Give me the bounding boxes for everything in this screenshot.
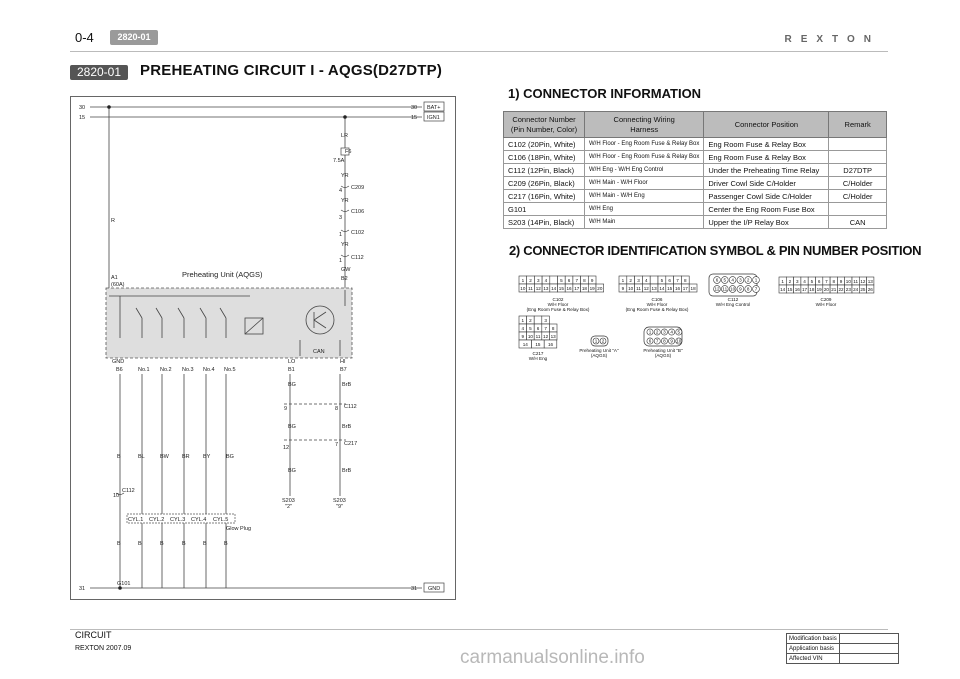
footer-divider: [70, 629, 888, 630]
basis-value: [839, 654, 898, 664]
pin-number: 13: [543, 286, 549, 291]
pin-number: 10: [845, 279, 851, 284]
pin-number: 25: [860, 287, 866, 292]
pin-number: 15: [535, 342, 541, 347]
table-cell: W/H Eng - W/H Eng Control: [585, 164, 704, 177]
wire-br: BR: [182, 454, 190, 460]
pin-number: 14: [780, 287, 786, 292]
pin-number: 2: [655, 329, 659, 335]
basis-row: [787, 634, 899, 644]
rail-31-left: 31: [79, 586, 86, 592]
c217-label: C217: [344, 441, 358, 447]
pin-number: 5: [810, 279, 814, 284]
pin-number: 14: [659, 286, 665, 291]
cyl-4: CYL.4: [191, 517, 207, 523]
page-number: 0-4: [75, 30, 94, 45]
table-cell: C217 (16Pin, White): [504, 190, 585, 203]
pin-number: 18: [809, 287, 815, 292]
pin-number: 5: [723, 277, 727, 283]
footer-category: CIRCUIT: [75, 630, 112, 640]
wire-b: B: [117, 454, 121, 460]
pin-number: 9: [670, 338, 673, 344]
pin-number: 26: [867, 287, 873, 292]
cyl-1: CYL.1: [128, 517, 144, 523]
pin-no3: No.3: [182, 367, 194, 373]
c106-position: (Eng Room Fuse & Relay Box): [625, 307, 689, 312]
pin-number: 16: [547, 342, 554, 347]
cyl-5: CYL.5: [213, 517, 229, 523]
pin-section-title: 2) CONNECTOR IDENTIFICATION SYMBOL & PIN NUMBER POSITION: [509, 243, 922, 258]
pin-number: 18: [581, 286, 588, 291]
pin-number: 8: [684, 278, 687, 283]
wire-yr-3: YR: [341, 242, 349, 248]
pin-number: 17: [801, 287, 808, 292]
c217-pin-l: 12: [283, 445, 290, 451]
pin-number: 11: [722, 286, 728, 292]
c112-harness: W/H Eng Control: [715, 302, 751, 307]
pin-number: 2: [629, 278, 632, 283]
s203-b: S203: [333, 498, 346, 504]
col-connector-number: Connector Number (Pin Number, Color): [504, 112, 585, 138]
pin-number: 12: [543, 334, 549, 339]
pin-number: 1: [648, 329, 652, 335]
rail-15-left: 15: [79, 115, 86, 121]
pin-number: 17: [682, 286, 688, 291]
table-cell: G101: [504, 203, 585, 216]
pin-number: 21: [831, 287, 837, 292]
pin-no2: No.2: [160, 367, 172, 373]
wire-yr-2: YR: [341, 198, 349, 204]
pin-number: 3: [544, 318, 547, 323]
c112-low-pin: 10: [113, 493, 120, 499]
wire-bg-1: BG: [288, 382, 296, 388]
wire-bg-glow5: BG: [226, 454, 234, 460]
table-cell: Upper the I/P Relay Box: [704, 216, 829, 229]
pin-number: 16: [566, 286, 572, 291]
pin-cell: [534, 316, 542, 324]
unit-a-label: Preheating Unit "A": [579, 348, 619, 353]
c112-top-label: C112: [351, 255, 364, 261]
pin-number: 13: [651, 286, 657, 291]
basis-row: [787, 644, 899, 654]
unit-b-sub: (AQGS): [654, 353, 672, 358]
c102-harness: W/H Floor: [547, 302, 569, 307]
glow-plug-label: Glow Plug: [226, 526, 252, 532]
pin-number: 9: [839, 279, 843, 284]
table-cell: Center the Eng Room Fuse Box: [704, 203, 829, 216]
pin-a1-amp: (60A): [111, 282, 125, 288]
pin-number: 12: [535, 286, 541, 291]
pin-number: 2: [788, 279, 792, 284]
wire-gw: GW: [341, 267, 351, 273]
pin-number: 5: [529, 326, 532, 331]
table-cell: D27DTP: [829, 164, 887, 177]
pin-b7: B7: [340, 367, 347, 373]
c209-pin-label: C209: [820, 297, 832, 302]
gnd-wire-b-1: B: [117, 541, 121, 547]
pin-number: 2: [529, 278, 532, 283]
wire-brb-2: BrB: [342, 424, 352, 430]
table-cell: C106 (18Pin, White): [504, 151, 585, 164]
pin-number: 15: [667, 286, 673, 291]
pin-b6: B6: [116, 367, 123, 373]
pin-number: 4: [521, 326, 525, 331]
table-cell: Passenger Cowl Side C/Holder: [704, 190, 829, 203]
pin-number: 10: [730, 286, 736, 292]
table-cell: W/H Main - W/H Eng: [585, 190, 704, 203]
pin-number: 14: [551, 286, 557, 291]
pin-number: 9: [621, 286, 625, 291]
pin-number: 23: [845, 287, 851, 292]
fuse-rating: 7.5A: [333, 158, 345, 164]
c217-pin-r: 7: [335, 442, 339, 448]
table-cell: W/H Floor - Eng Room Fuse & Relay Box: [585, 138, 704, 151]
wire-lr: LR: [341, 133, 349, 139]
table-cell: Eng Room Fuse & Relay Box: [704, 138, 829, 151]
pin-number: 9: [739, 286, 742, 292]
pin-number: 7: [575, 278, 579, 283]
c112-low-label: C112: [122, 488, 135, 494]
c106-harness: W/H Floor: [646, 302, 668, 307]
pin-number: 10: [520, 286, 526, 291]
s203-a-pin: "2": [285, 504, 292, 510]
pin-number: 6: [567, 278, 571, 283]
pin-number: 6: [536, 326, 540, 331]
pin-number: 3: [795, 279, 799, 284]
pin-number: 19: [816, 287, 822, 292]
section-code-badge: 2820-01: [70, 65, 128, 80]
pin-number: 12: [643, 286, 649, 291]
pin-number: 11: [528, 286, 533, 291]
pin-number: 7: [825, 279, 828, 284]
brand-logo: REXTON: [784, 34, 880, 45]
c102-position: (Eng Room Fuse & Relay Box): [526, 307, 590, 312]
c112-mid-pin-r: 8: [335, 406, 339, 412]
pin-number: 7: [676, 278, 679, 283]
pin-number: 11: [853, 279, 859, 284]
unit-title: Preheating Unit (AQGS): [182, 270, 263, 279]
col-position: Connector Position: [704, 112, 829, 138]
c112-mid-pin-l: 9: [284, 406, 288, 412]
table-cell: Driver Cowl Side C/Holder: [704, 177, 829, 190]
c112-mid-label: C112: [344, 404, 357, 410]
pin-number: 14: [522, 342, 528, 347]
wire-bg-3: BG: [288, 468, 296, 474]
pin-number: 6: [648, 338, 652, 344]
pin-number: 13: [867, 279, 873, 284]
c106-pin: 3: [339, 215, 343, 221]
rail-31-right: 31: [411, 586, 418, 592]
pin-number: 9: [590, 278, 594, 283]
c102-pin: 1: [339, 232, 343, 238]
pin-number: 1: [621, 278, 625, 283]
pin-number: 4: [803, 279, 806, 284]
s203-a: S203: [282, 498, 295, 504]
pin-number: 18: [690, 286, 696, 291]
rail-30-left: 30: [79, 105, 86, 111]
wire-bw: BW: [160, 454, 169, 460]
pin-number: 8: [832, 279, 836, 284]
pin-no4: No.4: [203, 367, 215, 373]
pin-number: 12: [860, 279, 866, 284]
gnd-wire-b-5: B: [203, 541, 207, 547]
unit-b-label: Preheating Unit "B": [643, 348, 683, 353]
col-harness: Connecting Wiring Harness: [585, 112, 704, 138]
pin-number: 17: [574, 286, 580, 291]
c112-pin-label: C112: [727, 297, 739, 302]
table-cell: C/Holder: [829, 190, 887, 203]
pin-number: 2: [529, 318, 532, 323]
pin-number: 3: [663, 329, 666, 335]
table-cell: C112 (12Pin, Black): [504, 164, 585, 177]
cyl-3: CYL.3: [170, 517, 186, 523]
pin-number: 19: [589, 286, 595, 291]
pin-number: 10: [527, 334, 533, 339]
pin-number: 20: [823, 287, 830, 292]
s203-b-pin: "9": [336, 504, 343, 510]
pin-number: 5: [677, 329, 681, 335]
pin-number: 8: [746, 286, 750, 292]
table-cell: W/H Eng: [585, 203, 704, 216]
pin-b1: B1: [288, 367, 295, 373]
footer-model: REXTON 2007.09: [75, 645, 132, 652]
rail-15-right: 15: [411, 115, 418, 121]
pin-number: 10: [676, 338, 682, 344]
watermark: carmanualsonline.info: [460, 647, 645, 668]
pin-number: 3: [637, 278, 640, 283]
pin-number: 2: [601, 338, 605, 344]
pin-number: 3: [739, 277, 742, 283]
table-cell: W/H Main: [585, 216, 704, 229]
c217-pin-label: C217: [532, 351, 544, 356]
pin-number: 1: [594, 338, 598, 344]
pin-lo: LO: [288, 359, 296, 365]
table-cell: C209 (26Pin, Black): [504, 177, 585, 190]
pin-number: 1: [754, 277, 758, 283]
pin-number: 4: [544, 278, 548, 283]
wire-brb-1: BrB: [342, 382, 352, 388]
pin-number: 7: [655, 338, 659, 344]
basis-label: Modification basis: [787, 634, 840, 644]
g101-label: G101: [117, 581, 131, 587]
pin-number: 20: [597, 286, 603, 291]
pin-number: 8: [663, 338, 666, 344]
header-badge: 2820-01: [110, 30, 158, 45]
pin-hi: HI: [340, 359, 346, 365]
table-cell: S203 (14Pin, Black): [504, 216, 585, 229]
c102-pin-label: C102: [552, 297, 564, 302]
ign-terminal-label: IGN1: [427, 115, 440, 121]
wire-bg-2: BG: [288, 424, 296, 430]
wire-r: R: [111, 218, 115, 224]
c102-label: C102: [351, 230, 365, 236]
basis-label: Affected VIN: [787, 654, 840, 664]
pin-number: 15: [787, 287, 793, 292]
pin-number: 24: [853, 287, 859, 292]
pin-a1: A1: [111, 275, 118, 281]
gnd-wire-b-2: B: [138, 541, 142, 547]
basis-table: [786, 633, 899, 664]
pin-number: 12: [714, 286, 720, 292]
basis-value: [839, 634, 898, 644]
table-cell: C102 (20Pin, White): [504, 138, 585, 151]
basis-label: Application basis: [787, 644, 840, 654]
pin-gnd: GND: [112, 359, 125, 365]
c209-label: C209: [351, 185, 365, 191]
col-remark: Remark: [829, 112, 887, 138]
pin-number: 6: [715, 277, 719, 283]
pin-number: 6: [668, 278, 671, 283]
table-cell: W/H Floor - Eng Room Fuse & Relay Box: [585, 151, 704, 164]
pin-number: 7: [754, 286, 758, 292]
pin-cell: [650, 276, 658, 284]
table-cell: C/Holder: [829, 177, 887, 190]
pin-number: 6: [817, 279, 821, 284]
pin-number: 16: [794, 287, 800, 292]
pin-number: 5: [560, 278, 563, 283]
pin-number: 11: [636, 286, 641, 291]
table-cell: Under the Preheating Time Relay: [704, 164, 829, 177]
c209-pin: 4: [339, 188, 343, 194]
gnd-terminal-label: GND: [428, 586, 441, 592]
gnd-wire-b-6: B: [224, 541, 228, 547]
c106-label: C106: [351, 209, 365, 215]
gnd-wire-b-3: B: [160, 541, 164, 547]
pin-number: 22: [838, 287, 844, 292]
unit-a-sub: (AQGS): [590, 353, 608, 358]
pin-number: 16: [674, 286, 681, 291]
wire-by: BY: [203, 454, 211, 460]
wire-yr-1: YR: [341, 173, 349, 179]
pin-number: 8: [551, 326, 555, 331]
connector-info-title: 1) CONNECTOR INFORMATION: [508, 86, 702, 101]
c217-harness: W/H Eng: [528, 356, 548, 361]
cyl-2: CYL.2: [149, 517, 165, 523]
c106-pin-label: C106: [651, 297, 663, 302]
bat-terminal-label: BAT+: [427, 105, 441, 111]
pin-number: 15: [558, 286, 564, 291]
pin-number: 4: [645, 278, 648, 283]
basis-value: [839, 644, 898, 654]
pin-number: 4: [670, 329, 673, 335]
wire-bl: BL: [138, 454, 145, 460]
pin-cell: [550, 276, 558, 284]
pin-number: 5: [660, 278, 664, 283]
pin-number: 3: [536, 278, 540, 283]
wire-brb-3: BrB: [342, 468, 352, 474]
pin-number: 1: [781, 279, 784, 284]
pin-number: 9: [521, 334, 525, 339]
pin-number: 1: [521, 318, 525, 323]
table-cell: W/H Main - W/H Floor: [585, 177, 704, 190]
pin-number: 13: [550, 334, 556, 339]
table-cell: CAN: [829, 216, 887, 229]
fuse-f6: F6: [345, 149, 352, 155]
gnd-wire-b-4: B: [182, 541, 186, 547]
rail-30-right: 30: [411, 105, 418, 111]
can-label: CAN: [313, 349, 325, 355]
basis-row: [787, 654, 899, 664]
pin-number: 11: [535, 334, 541, 339]
pin-number: 8: [583, 278, 586, 283]
c209-harness: W/H Floor: [815, 302, 837, 307]
pin-number: 2: [746, 277, 750, 283]
pin-b2: B2: [341, 276, 348, 282]
pin-no1: No.1: [138, 367, 150, 373]
pin-number: 7: [544, 326, 547, 331]
pin-number: 10: [628, 286, 634, 291]
pin-no5: No.5: [224, 367, 236, 373]
table-cell: Eng Room Fuse & Relay Box: [704, 151, 829, 164]
pin-number: 4: [731, 277, 734, 283]
section-title: PREHEATING CIRCUIT I - AQGS(D27DTP): [140, 62, 443, 79]
c112-top-pin: 1: [339, 258, 343, 264]
pin-number: 1: [521, 278, 525, 283]
